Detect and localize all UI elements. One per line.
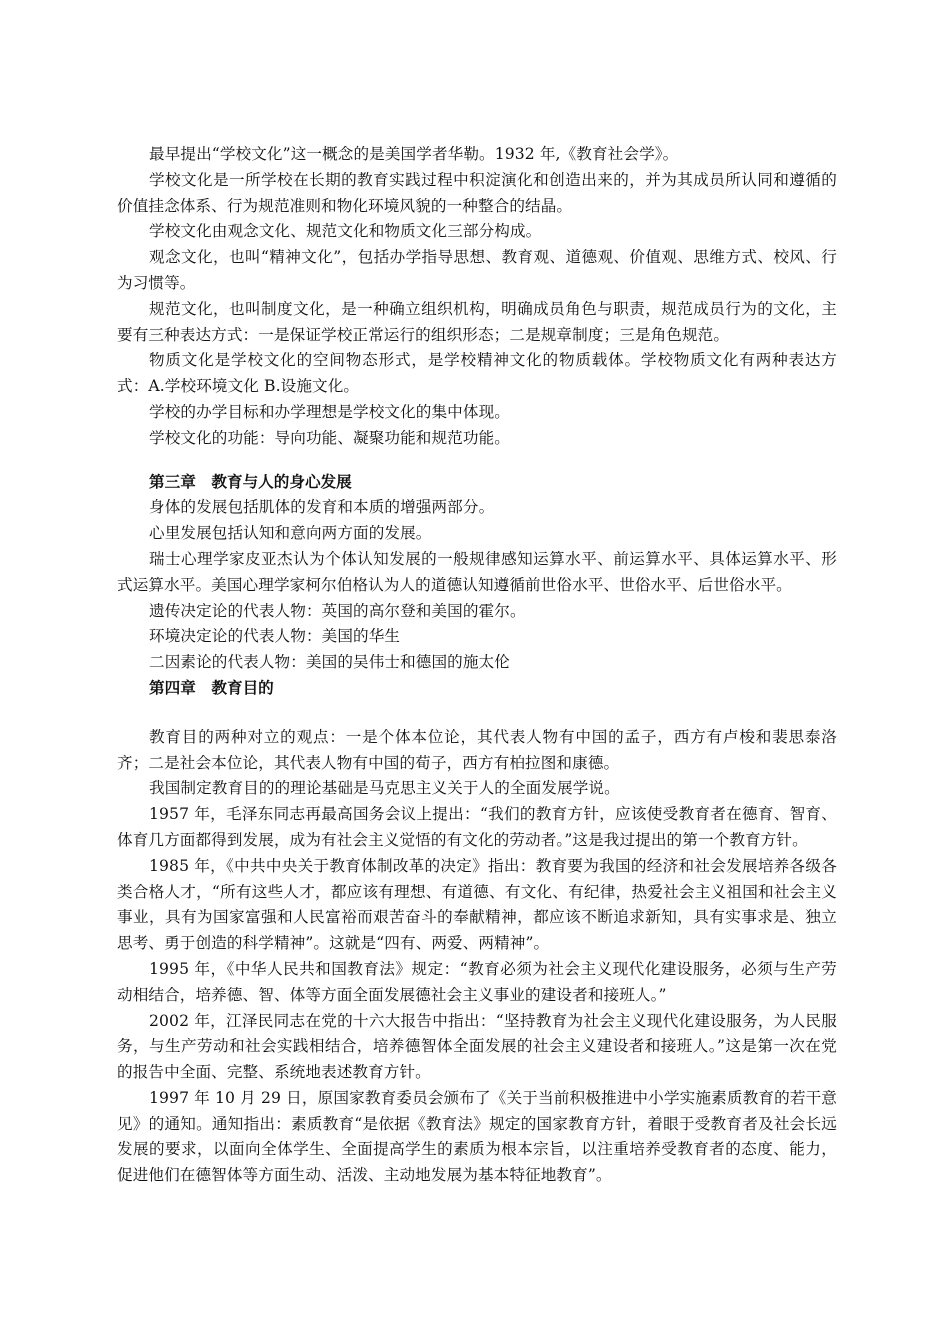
paragraph: 二因素论的代表人物：美国的吴伟士和德国的施太伦 — [149, 653, 510, 672]
paragraph: 1957 年，毛泽东同志再最高国务会议上提出：“我们的教育方针，应该使受教育者在德育、智育、体育几方面都得到发展，成为有社会主义觉悟的有文化的劳动者。”这是我过提出的第一个教育方针。 — [117, 805, 837, 849]
paragraph: 我国制定教育目的的理论基础是马克思主义关于人的全面发展学说。 — [149, 779, 620, 798]
paragraph: 环境决定论的代表人物：美国的华生 — [149, 627, 401, 646]
paragraph: 身体的发展包括肌体的发育和本质的增强两部分。 — [149, 498, 495, 517]
paragraph: 心里发展包括认知和意向两方面的发展。 — [149, 524, 432, 543]
heading-spacer — [117, 702, 837, 725]
paragraph: 规范文化，也叫制度文化，是一种确立组织机构，明确成员角色与职责，规范成员行为的文化，主要有三种表达方式：一是保证学校正常运行的组织形态；二是规章制度；三是角色规范。 — [117, 299, 837, 344]
paragraph: 学校文化的功能：导向功能、凝聚功能和规范功能。 — [149, 428, 510, 447]
paragraph: 2002 年，江泽民同志在党的十六大报告中指出：“坚持教育为社会主义现代化建设服务，为人民服务，与生产劳动和社会实践相结合，培养德智体全面发展的社会主义建设者和接班人。”这是第一次在党的报告中全面、完整、系统地表述教育方针。 — [117, 1011, 837, 1082]
paragraph: 最早提出“学校文化”这一概念的是美国学者华勒。1932 年,《教育社会学》。 — [149, 145, 679, 163]
document-body — [117, 142, 837, 1189]
paragraph: 教育目的两种对立的观点：一是个体本位论，其代表人物有中国的孟子，西方有卢梭和裴思泰洛齐；二是社会本位论，其代表人物有中国的荀子，西方有柏拉图和康德。 — [117, 727, 837, 772]
paragraph: 学校的办学目标和办学理想是学校文化的集中体现。 — [149, 402, 510, 421]
school-culture-section — [117, 142, 837, 452]
paragraph: 1997 年 10 月 29 日，原国家教育委员会颁布了《关于当前积极推进中小学实施素质教育的若干意见》的通知。通知指出：素质教育“是依据《教育法》规定的国家教育方针，着眼于受教育者及社会长远发展的要求，以面向全体学生、全面提高学生的素质为根本宗旨，以注重培养受教育者的态度、能力，促进他们在德智体等方面生动、活泼、主动地发展为基本特征地教育”。 — [117, 1088, 837, 1185]
paragraph: 学校文化是一所学校在长期的教育实践过程中积淀演化和创造出来的，并为其成员所认同和遵循的价值挂念体系、行为规范准则和物化环境风貌的一种整合的结晶。 — [117, 170, 837, 215]
paragraph: 物质文化是学校文化的空间物态形式，是学校精神文化的物质载体。学校物质文化有两种表达方式：A.学校环境文化 B.设施文化。 — [117, 351, 837, 396]
chapter-3-heading: 第三章 教育与人的身心发展 — [149, 472, 352, 491]
paragraph: 1985 年，《中共中央关于教育体制改革的决定》指出：教育要为我国的经济和社会发展培养各级各类合格人才，“所有这些人才，都应该有理想、有道德、有文化、有纪律，热爱社会主义祖国和社会主义事业，具有为国家富强和人民富裕而艰苦奋斗的奉献精神，都应该不断追求新知，具有实事求是、独立思考、勇于创造的科学精神”。这就是“四有、两爱、两精神”。 — [117, 856, 837, 953]
chapter-4-section — [117, 676, 837, 1189]
paragraph: 观念文化，也叫“精神文化”，包括办学指导思想、教育观、道德观、价值观、思维方式、校风、行为习惯等。 — [117, 248, 837, 292]
paragraph: 遗传决定论的代表人物：英国的高尔登和美国的霍尔。 — [149, 601, 526, 620]
chapter-4-heading: 第四章 教育目的 — [149, 678, 274, 697]
paragraph: 1995 年，《中华人民共和国教育法》规定：“教育必须为社会主义现代化建设服务，必须与生产劳动相结合，培养德、智、体等方面全面发展德社会主义事业的建设者和接班人。” — [117, 959, 837, 1004]
chapter-3-section — [117, 470, 837, 676]
paragraph: 学校文化由观念文化、规范文化和物质文化三部分构成。 — [149, 222, 542, 241]
paragraph: 瑞士心理学家皮亚杰认为个体认知发展的一般规律感知运算水平、前运算水平、具体运算水平、形式运算水平。美国心理学家柯尔伯格认为人的道德认知遵循前世俗水平、世俗水平、后世俗水平。 — [117, 549, 837, 594]
section-spacer — [117, 452, 837, 470]
